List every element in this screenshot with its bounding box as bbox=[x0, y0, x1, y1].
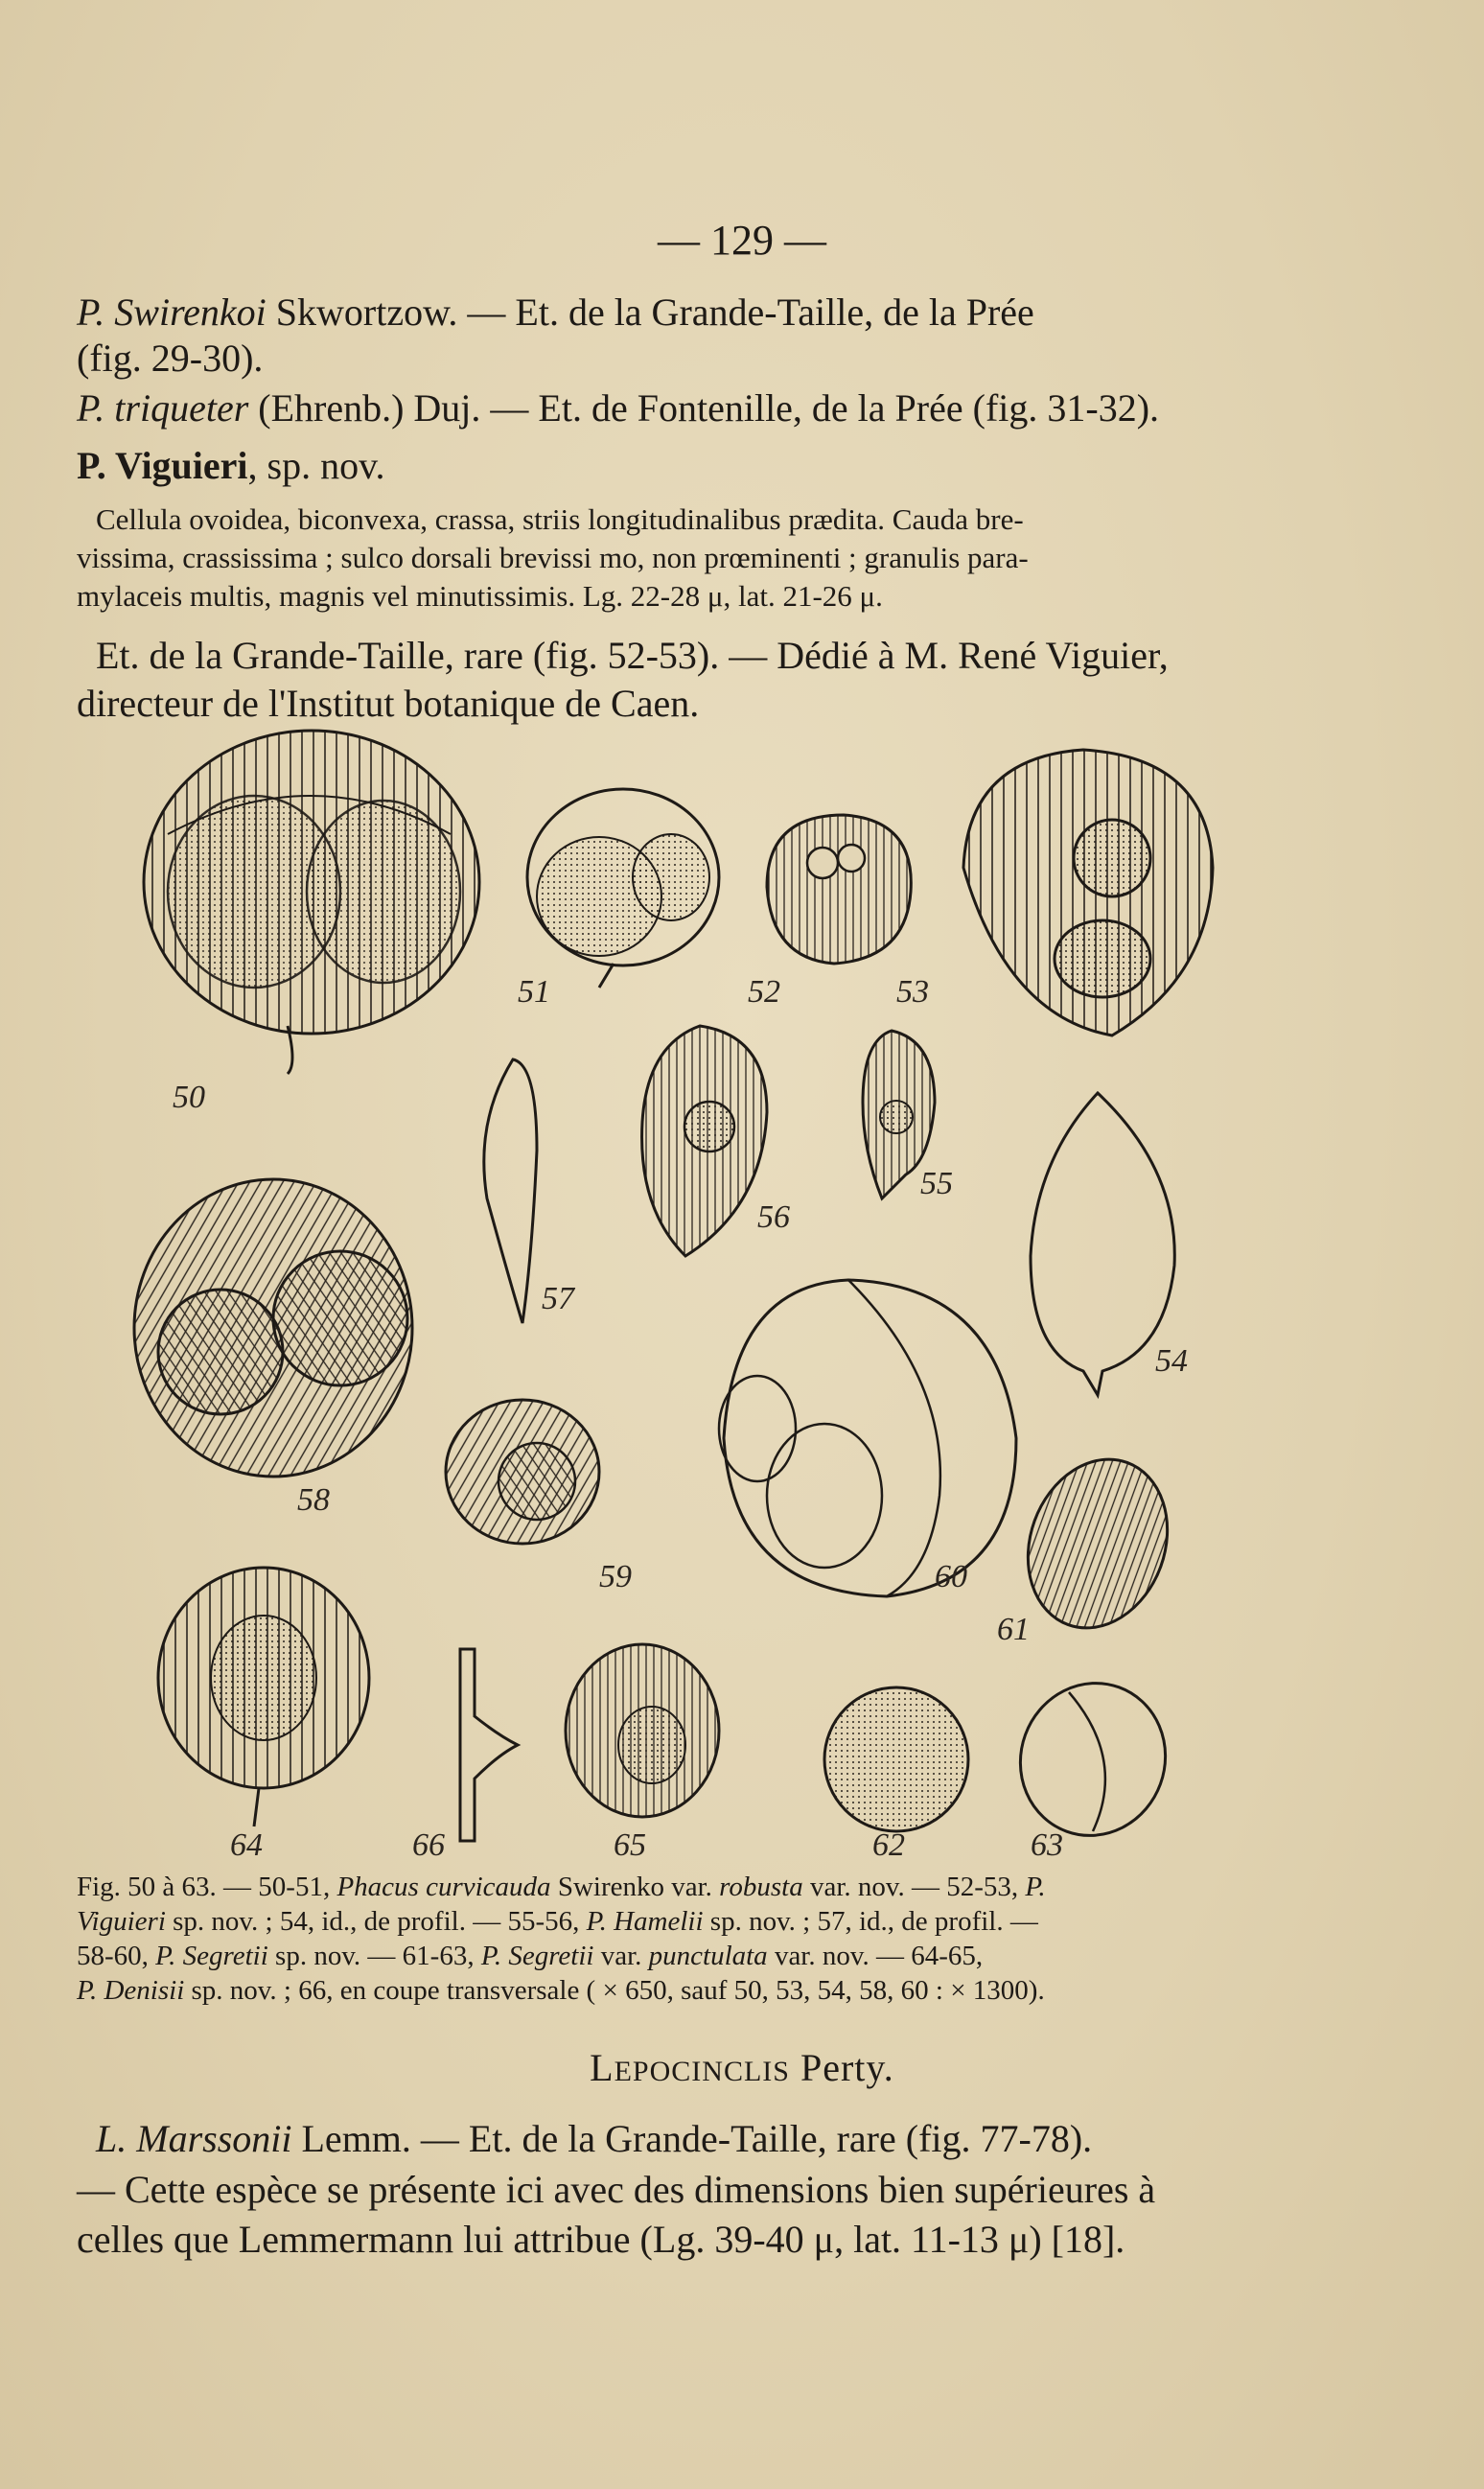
fig-label-51: 51 bbox=[518, 974, 550, 1010]
figure-53 bbox=[963, 750, 1213, 1035]
figure-54 bbox=[1031, 1093, 1174, 1395]
page-number: — 129 — bbox=[658, 217, 826, 264]
latin-line-3: mylaceis multis, magnis vel minutissimis. Lg. 22-28 μ, lat. 21-26 μ. bbox=[77, 579, 883, 613]
figure-62 bbox=[824, 1687, 968, 1831]
entry-triqueter: P. triqueter (Ehrenb.) Duj. — Et. de Fontenille, de la Prée (fig. 31-32). bbox=[77, 386, 1160, 430]
figure-caption bbox=[77, 1870, 1313, 2008]
figure-60 bbox=[719, 1280, 1016, 1596]
fig-label-59: 59 bbox=[599, 1559, 632, 1594]
entry-swirenkoi-cont: (fig. 29-30). bbox=[77, 337, 264, 380]
fig-label-54: 54 bbox=[1155, 1343, 1188, 1379]
fig-label-52: 52 bbox=[748, 974, 780, 1010]
figure-66 bbox=[460, 1649, 518, 1841]
fig-label-63: 63 bbox=[1031, 1827, 1063, 1863]
fig-label-55: 55 bbox=[920, 1166, 953, 1201]
section-heading: LEPOCINCLIS Perty. bbox=[590, 2046, 894, 2089]
fig-label-56: 56 bbox=[757, 1199, 790, 1235]
figure-61 bbox=[1005, 1439, 1190, 1647]
fig-label-62: 62 bbox=[872, 1827, 905, 1863]
locality-line-1: Et. de la Grande-Taille, rare (fig. 52-53). — Dédié à M. René Viguier, bbox=[96, 634, 1169, 677]
fig-label-53: 53 bbox=[896, 974, 929, 1010]
fig-label-61: 61 bbox=[997, 1612, 1030, 1647]
figure-56 bbox=[642, 1026, 767, 1256]
marssonii-line-3: celles que Lemmermann lui attribue (Lg. 39-40 μ, lat. 11-13 μ) [18]. bbox=[77, 2218, 1125, 2261]
figure-57 bbox=[484, 1059, 537, 1323]
fig-label-57: 57 bbox=[542, 1281, 574, 1316]
caption-line-2: Viguieri sp. nov. ; 54, id., de profil. — 55-56, P. Hamelii sp. nov. ; 57, id., de profil. — bbox=[77, 1906, 1038, 1937]
entry-swirenkoi: P. Swirenkoi Skwortzow. — Et. de la Grande-Taille, de la Prée bbox=[77, 291, 1034, 334]
fig-label-58: 58 bbox=[297, 1482, 330, 1518]
figure-59 bbox=[446, 1400, 599, 1544]
figure-65 bbox=[566, 1644, 719, 1817]
figure-63 bbox=[999, 1663, 1187, 1856]
figure-52 bbox=[767, 815, 911, 964]
fig-label-65: 65 bbox=[614, 1827, 646, 1863]
locality-line-2: directeur de l'Institut botanique de Caen. bbox=[77, 682, 700, 725]
fig-label-50: 50 bbox=[173, 1080, 205, 1115]
new-species-heading: P. Viguieri, sp. nov. bbox=[77, 444, 385, 487]
figure-58 bbox=[134, 1179, 412, 1477]
latin-line-2: vissima, crassissima ; sulco dorsali brevissi mo, non prœminenti ; granulis para- bbox=[77, 541, 1029, 574]
fig-label-66: 66 bbox=[412, 1827, 445, 1863]
caption-line-4: P. Denisii sp. nov. ; 66, en coupe transversale ( × 650, sauf 50, 53, 54, 58, 60 : × 1300). bbox=[77, 1975, 1045, 2006]
figure-50 bbox=[144, 731, 479, 1074]
marssonii-line-1: L. Marssonii Lemm. — Et. de la Grande-Taille, rare (fig. 77-78). bbox=[96, 2117, 1093, 2160]
figure-51 bbox=[527, 789, 719, 988]
fig-label-60: 60 bbox=[935, 1559, 967, 1594]
latin-line-1: Cellula ovoidea, biconvexa, crassa, striis longitudinalibus prædita. Cauda bre- bbox=[96, 502, 1024, 536]
caption-line-3: 58-60, P. Segretii sp. nov. — 61-63, P. Segretii var. punctulata var. nov. — 64-65, bbox=[77, 1941, 984, 1971]
figure-64 bbox=[158, 1568, 369, 1826]
marssonii-line-2: — Cette espèce se présente ici avec des dimensions bien supérieures à bbox=[77, 2168, 1156, 2211]
caption-line-1: Fig. 50 à 63. — 50-51, Phacus curvicauda Swirenko var. robusta var. nov. — 52-53, P. bbox=[77, 1872, 1046, 1902]
fig-label-64: 64 bbox=[230, 1827, 263, 1863]
